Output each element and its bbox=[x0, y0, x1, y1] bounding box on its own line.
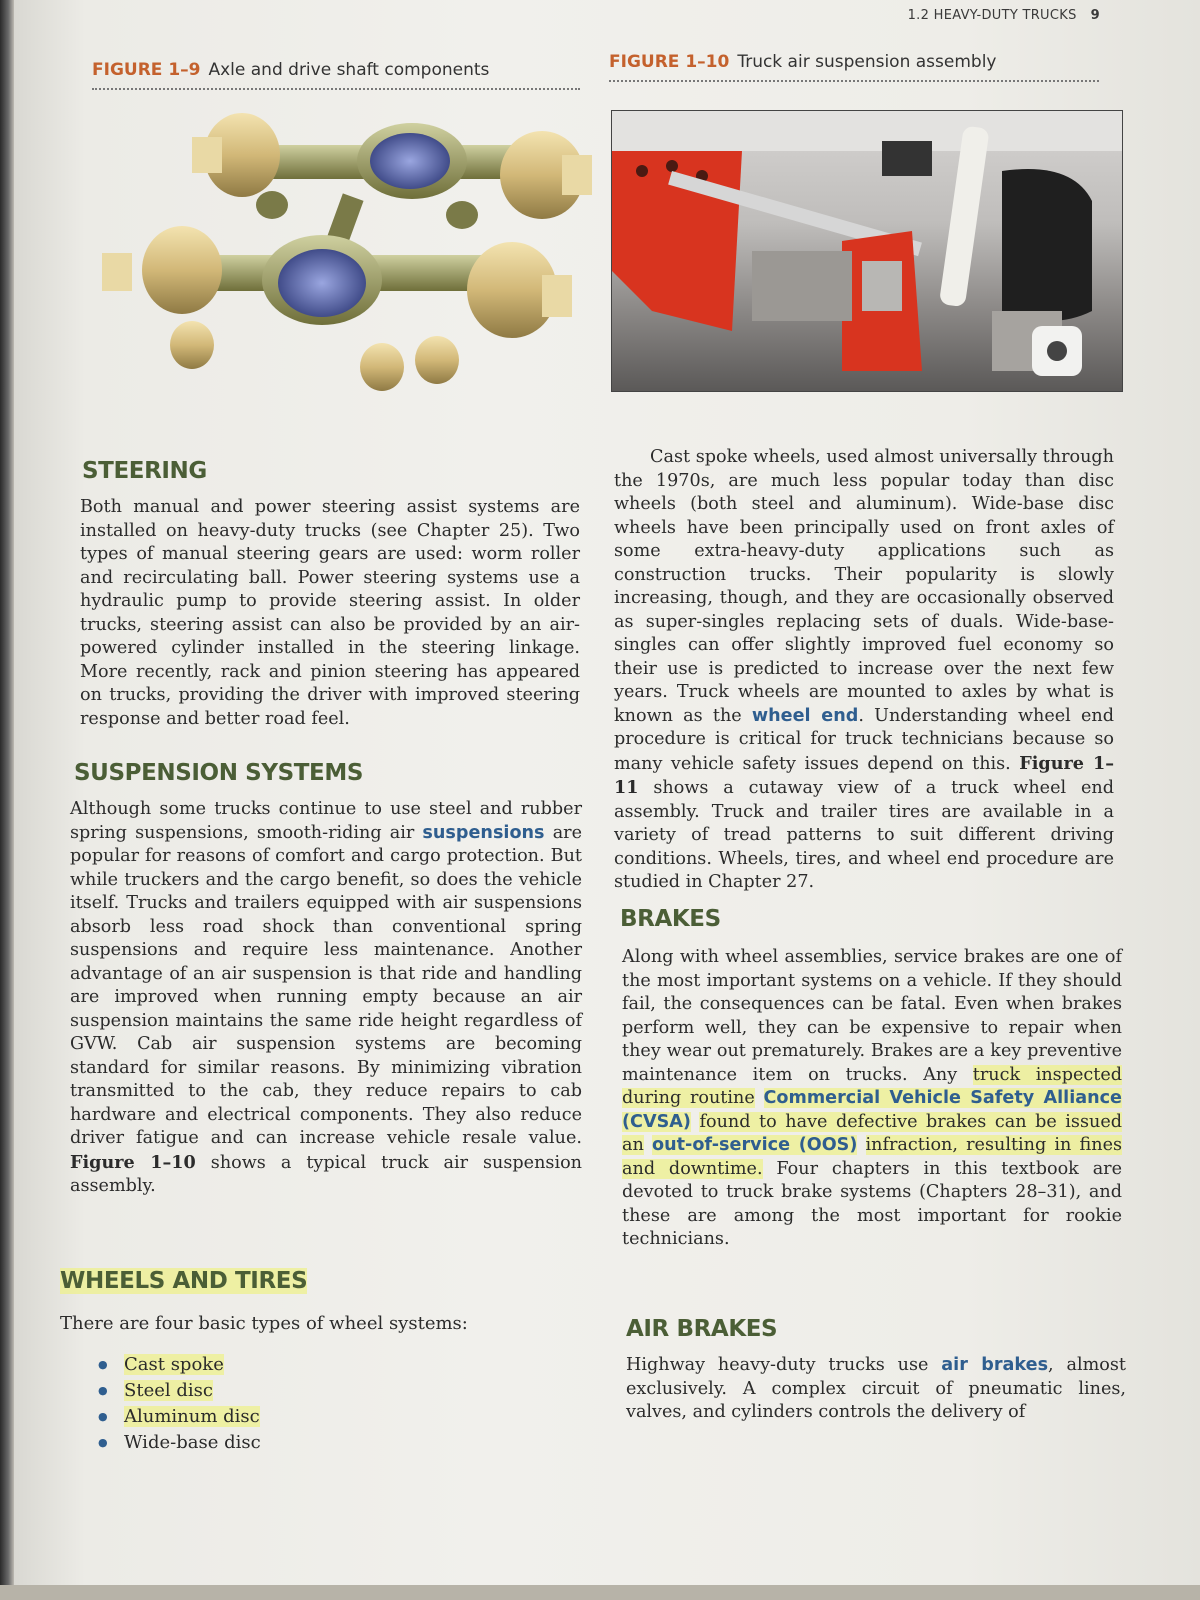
air-suspension-photo bbox=[611, 110, 1123, 392]
wheel-end-paragraph bbox=[614, 446, 1114, 895]
keyword-wheel-end[interactable]: wheel end bbox=[751, 705, 859, 726]
suspension-paragraph bbox=[70, 798, 582, 1199]
figure-reference[interactable]: Figure 1–11 bbox=[614, 752, 1114, 798]
highlight-a: truck inspected during routine bbox=[622, 1064, 1122, 1108]
highlight-b: found to have defective brakes can be issued an bbox=[622, 1111, 1122, 1155]
air-brakes-text-b: , almost exclusively. A complex circuit of pneumatic lines, valves, and cylinders controls the delivery of bbox=[626, 1355, 1126, 1422]
figure-label: FIGURE 1–9 bbox=[92, 60, 201, 80]
keyword-air-brakes[interactable]: air brakes bbox=[941, 1355, 1049, 1375]
highlight-c: infraction, resulting in fines and downtime. bbox=[622, 1135, 1123, 1179]
running-head bbox=[908, 8, 1100, 23]
section-heading-wheels bbox=[60, 1268, 307, 1294]
wheel-types-list bbox=[98, 1352, 261, 1456]
section-heading-steering: STEERING bbox=[82, 458, 207, 484]
list-item bbox=[98, 1352, 261, 1378]
wheels-text-c: shows a cutaway view of a truck wheel end assembly. Truck and trailer tires are available in a variety of tread patterns to suit different driving conditions. Wheels, tires, and wheel end procedure are studied in Chapter 27. bbox=[614, 778, 1115, 892]
section-title: 1.2 HEAVY-DUTY TRUCKS bbox=[907, 8, 1077, 23]
page-number: 9 bbox=[1090, 8, 1100, 23]
keyword-cvsa[interactable]: Commercial Vehicle Safety Alliance (CVSA) bbox=[622, 1088, 1122, 1132]
figure-caption: Axle and drive shaft components bbox=[208, 60, 490, 80]
suspension-text-c: shows a typical truck air suspension assembly. bbox=[70, 1152, 583, 1196]
list-item-text: Steel disc bbox=[124, 1380, 213, 1401]
book-spine bbox=[0, 0, 14, 1600]
table-surface bbox=[0, 1585, 1200, 1600]
textbook-page bbox=[14, 0, 1200, 1585]
wheels-text-a: Cast spoke wheels, used almost universally through the 1970s, are much less popular today than disc wheels (both steel and aluminum). Wide-base disc wheels have been principally used on front axles of some extra-heavy-duty applications such as construction trucks. Their popularity is slowly increasing, though, and they are occasionally observed as super-singles replacing sets of duals. Wide-base-singles can offer slightly improved fuel economy so their use is predicted to increase over the next few years. Truck wheels are mounted to axles by what is known as the bbox=[614, 447, 1114, 726]
section-heading-suspension: SUSPENSION SYSTEMS bbox=[74, 760, 363, 786]
keyword-oos[interactable]: out-of-service (OOS) bbox=[652, 1135, 858, 1155]
wheels-text-b: . Understanding wheel end procedure is critical for truck technicians because so many vehicle safety issues depend on this. bbox=[614, 705, 1114, 774]
figure-reference[interactable]: Figure 1–10 bbox=[70, 1151, 196, 1173]
axle-illustration bbox=[92, 105, 592, 405]
keyword-suspensions[interactable]: suspensions bbox=[422, 822, 545, 843]
list-item-text: Aluminum disc bbox=[124, 1406, 260, 1427]
wheels-intro: There are four basic types of wheel systems: bbox=[60, 1313, 468, 1334]
list-item-text: Wide-base disc bbox=[124, 1432, 261, 1453]
section-heading-air-brakes: AIR BRAKES bbox=[626, 1316, 778, 1342]
brakes-text-a: Along with wheel assemblies, service brakes are one of the most important systems on a vehicle. If they should fail, the consequences can be fatal. Even when brakes perform well, they can be expensive to repair when they wear out prematurely. Brakes are a key preventive maintenance item on trucks. Any bbox=[622, 947, 1122, 1085]
list-item bbox=[98, 1378, 261, 1404]
list-item bbox=[98, 1404, 261, 1430]
brakes-paragraph bbox=[622, 946, 1122, 1252]
section-heading-brakes: BRAKES bbox=[620, 906, 721, 932]
highlighted-heading: WHEELS AND TIRES bbox=[60, 1268, 308, 1294]
air-brakes-text-a: Highway heavy-duty trucks use bbox=[626, 1355, 929, 1375]
steering-paragraph: Both manual and power steering assist systems are installed on heavy-duty trucks (see Chapter 25). Two types of manual steering gears are used: worm roller and recirculating ball. Power steering systems use a hydraulic pump to provide steering assist. In older trucks, steering assist can also be provided by an air-powered cylinder installed in the steering linkage. More recently, rack and pinion steering has appeared on trucks, providing the driver with improved steering response and better road feel. bbox=[80, 497, 580, 729]
suspension-text-a: Although some trucks continue to use steel and rubber spring suspensions, smooth-riding air bbox=[70, 799, 582, 843]
list-item bbox=[98, 1430, 261, 1456]
air-brakes-paragraph bbox=[626, 1354, 1126, 1425]
suspension-text-b: are popular for reasons of comfort and cargo protection. But while truckers and the cargo benefit, so does the vehicle itself. Trucks and trailers equipped with air suspensions absorb less road shock than conventional spring suspensions and require less maintenance. Another advantage of an air suspension is that ride and handling are improved when running empty because an air suspension maintains the same ride height regardless of GVW. Cab air suspension systems are becoming standard for similar reasons. By minimizing vibration transmitted to the cab, they reduce repairs to cab hardware and electrical components. They also reduce driver fatigue and can increase vehicle resale value. bbox=[70, 822, 582, 1148]
suspension-illustration bbox=[612, 111, 1122, 391]
figure-label: FIGURE 1–10 bbox=[609, 52, 730, 72]
list-item-text: Cast spoke bbox=[124, 1354, 224, 1375]
figure-caption: Truck air suspension assembly bbox=[737, 52, 997, 72]
brakes-text-b: Four chapters in this textbook are devoted to truck brake systems (Chapters 28–31), and these are among the most important for rookie technicians. bbox=[622, 1158, 1123, 1249]
figure-1-10-caption bbox=[609, 52, 1099, 82]
figure-1-9-caption bbox=[92, 60, 580, 90]
